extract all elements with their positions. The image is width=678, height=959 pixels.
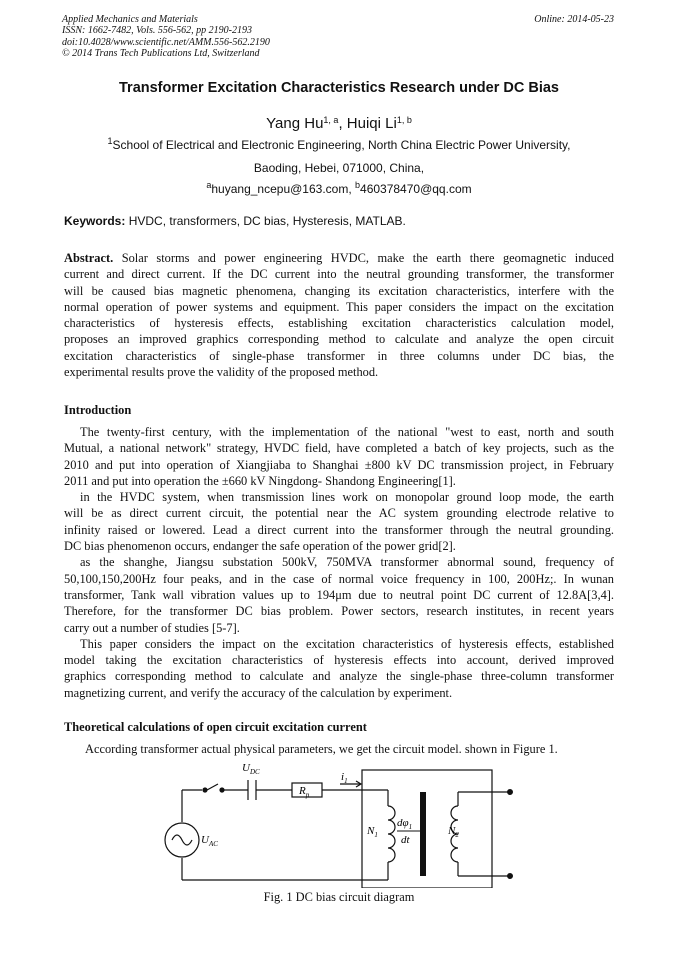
author-line: [0, 115, 678, 132]
abstract: [64, 250, 614, 380]
label-n2: $N_2$: [448, 825, 459, 839]
intro-line: carry out a number of studies [5-7].: [64, 620, 240, 635]
intro-line: model taking the excitation characteristics of hysteresis effects into account, derived improved: [64, 653, 614, 668]
intro-line: Therefore, for the transformer DC bias problem. Power sectors, research institutes, in recent years: [64, 604, 614, 619]
intro-line: 2010 and put into operation of Xiangjiaba to Shanghai ±800 kV DC transmission project, in February: [64, 457, 614, 472]
intro-line: DC bias phenomenon occurs, endanger the safe operation of the power grid[2].: [64, 539, 456, 554]
intro-line: will be as direct current circuit, the potential near the AC system grounding electrode relative to: [64, 506, 614, 521]
label-dt: dt: [401, 834, 410, 846]
theory-body: [64, 741, 614, 757]
ac-wave: [172, 835, 192, 845]
terminal-top: [507, 789, 513, 795]
primary-coil: [388, 806, 395, 862]
affiliation-sup: 1: [107, 136, 113, 146]
abstract-line: will be caused bias magnetic phenomena, changing its excitation characteristics, interfere with the: [64, 283, 614, 298]
journal-header: [62, 14, 270, 60]
online-date: Online: 2014-05-23: [534, 14, 614, 25]
author-2-name: Huiqi Li: [346, 115, 397, 132]
keywords: [64, 214, 616, 228]
introduction-body: [64, 424, 614, 701]
figure-caption: Fig. 1 DC bias circuit diagram: [263, 890, 415, 904]
intro-line: 2011 and put into operation the ±660 kV Ningdong- Shandong Engineering[1].: [64, 473, 456, 488]
abstract-line: normal operation of power systems and equipment. This paper considers the impact on the excitation: [64, 299, 614, 314]
intro-line: as the shanghe, Jiangsu substation 500kV, 750MVA transformer abnormal sound, frequency of: [80, 555, 614, 570]
author-1-name: Yang Hu: [266, 115, 324, 132]
terminal-bottom: [507, 873, 513, 879]
intro-line: transformer, Tank wall vibration values up to 194μm due to neutral point DC current of 12.8A[3,4].: [64, 587, 614, 602]
abstract-line-text: Solar storms and power engineering HVDC, make the earth there geomagnetic induced: [113, 251, 614, 265]
intro-line: This paper considers the impact on the excitation characteristics of hysteresis effects, established: [80, 636, 614, 651]
issn-line: ISSN: 1662-7482, Vols. 556-562, pp 2190-2193: [62, 25, 252, 37]
doi-line: doi:10.4028/www.scientific.net/AMM.556-562.2190: [62, 36, 270, 48]
theory-heading: Theoretical calculations of open circuit excitation current: [64, 720, 367, 734]
abstract-label: Abstract.: [64, 251, 114, 265]
email-a: huyang_ncepu@163.com,: [211, 182, 355, 196]
label-rp: $R_p$: [299, 785, 310, 799]
journal-name: Applied Mechanics and Materials: [62, 14, 198, 25]
affiliation-text-1: School of Electrical and Electronic Engineering, North China Electric Power University,: [112, 138, 571, 152]
intro-line: magnetizing current, and verify the accuracy of the calculation by experiment.: [64, 685, 453, 700]
label-n1: $N_1$: [367, 825, 378, 839]
author-2-sup: 1, b: [396, 115, 412, 125]
iron-core: [420, 792, 426, 876]
email-line: [0, 182, 678, 196]
label-udc: $U_{DC}$: [242, 762, 260, 776]
transformer-box: [362, 770, 492, 888]
intro-line: infinity raised or lowered. Lead a direct current into the transformer through the neutral grounding.: [64, 522, 614, 537]
affiliation-line-1: [0, 138, 678, 152]
introduction-heading: Introduction: [64, 403, 132, 417]
intro-line: graphics corresponding method to calculate and analyze the single-phase three-column transformer: [64, 669, 614, 684]
intro-line: Mutual, a national network" strategy, HVDC field, have completed a batch of key projects, such as the: [64, 441, 614, 456]
author-1-sup: 1, a: [323, 115, 339, 125]
email-b: 460378470@qq.com: [360, 182, 472, 196]
abstract-line: proposes an improved graphics corresponding method to calculate and analyze the open circuit: [64, 332, 614, 347]
abstract-line: characteristics of hysteresis effects, establishing excitation characteristics calculation model,: [64, 316, 614, 331]
abstract-line: experimental results prove the validity of the proposed method.: [64, 365, 379, 380]
switch-contact-right: [220, 788, 224, 792]
switch-blade: [207, 784, 218, 790]
circuit-diagram: [160, 758, 530, 888]
keywords-text: HVDC, transformers, DC bias, Hysteresis, MATLAB.: [125, 214, 406, 228]
intro-line: 50,100,150,200Hz four peaks, and in the case of normal voice frequency in 100, 200Hz;. In wunan: [64, 571, 614, 586]
copyright-line: © 2014 Trans Tech Publications Ltd, Switzerland: [62, 48, 260, 60]
intro-line: The twenty-first century, with the implementation of the national "west to east, north and south: [80, 425, 614, 439]
affiliation-line-2: Baoding, Hebei, 071000, China,: [253, 161, 425, 175]
paper-title: Transformer Excitation Characteristics Research under DC Bias: [119, 80, 559, 96]
label-i1: $i_1$: [341, 771, 348, 785]
theory-line: According transformer actual physical parameters, we get the circuit model. shown in Figure 1.: [85, 742, 558, 756]
label-uac: $U_{AC}$: [201, 834, 218, 848]
intro-line: in the HVDC system, when transmission lines work on monopolar ground loop mode, the earth: [80, 490, 614, 505]
abstract-line: current and direct current. If the DC current into the neutral grounding transformer, the transformer: [64, 267, 614, 282]
abstract-line: excitation characteristics of single-phase transformer in three columns under DC bias, the: [64, 348, 614, 363]
abstract-line: [64, 250, 614, 266]
author-separator: ,: [338, 115, 347, 132]
label-dphi: $d\varphi_1$: [397, 817, 413, 831]
keywords-label: Keywords:: [64, 214, 126, 228]
switch-contact-left: [203, 788, 207, 792]
email-a-sup: a: [206, 180, 212, 190]
email-b-sup: b: [355, 180, 361, 190]
